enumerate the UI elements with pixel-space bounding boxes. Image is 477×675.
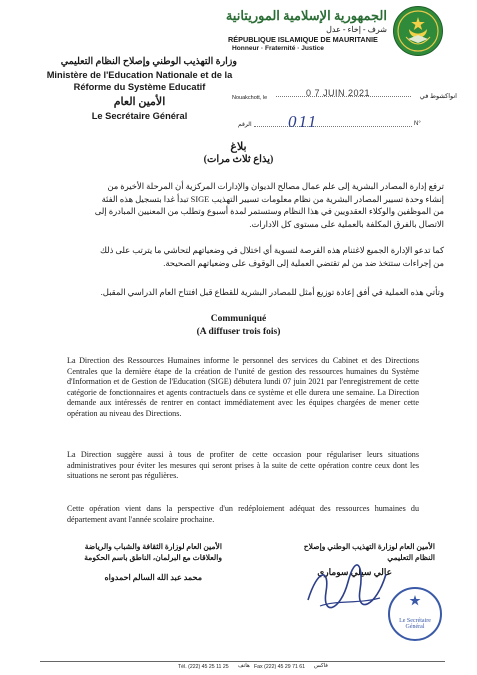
signature-left-title-line2: والعلاقات مع البرلمان، الناطق باسم الحكومة [84,553,222,562]
signature-right-title-line2: النظام التعليمي [387,553,435,562]
motto-arabic: شرف - إخاء - عدل [326,25,387,34]
signature-right-title-line1: الأمين العام لوزارة التهذيب الوطني وإصلاح [303,542,435,551]
national-emblem-icon [393,6,443,56]
handwritten-number: 011 [288,112,319,131]
secretary-general-french: Le Secrétaire Général [91,111,188,121]
arabic-p1-line3: من الموظفين والوكلاء العقدويين في هذا النظام وستستمر لمدة أسبوع وتطلب من المعنيين المبادرة إلى [94,207,444,216]
date-label-french: Nouakchott, le [232,95,268,101]
arabic-p3-line1: وتأتي هذه العملية في أفق إعادة توزيع أمثل للمصادر البشرية للقطاع قبل افتتاح العام الدراسي المقبل. [100,288,444,297]
french-paragraph-3: Cette opération vient dans la perspective d'un redéploiement adéquat des ressources humaines du département avant l'année scolaire prochaine. [67,504,419,524]
arabic-paragraph-2 [50,245,444,270]
seal-text-line2: Général [405,624,425,630]
arabic-paragraph-1 [50,181,444,231]
arabic-p1-line1: ترفع إدارة المصادر البشرية إلى علم عمال مصالح الديوان والإدارات المركزية أن المرحلة الأخيرة من [107,182,444,191]
number-label-arabic: الرقم [238,122,252,128]
number-label-french: N° [414,121,421,127]
signature-left-name: محمد عبد الله السالم احمدواه [104,573,202,582]
handwritten-signature-icon [300,560,390,620]
date-label-arabic: انواكشوط في [419,93,457,100]
date-stamp: 0 7 JUIN 2021 [306,88,371,98]
arabic-p1-line2: إنشاء وحدة تسيير المصادر البشرية من نظام معلومات تسيير التهذيب SIGE تبدأ غدا بتسجيل هذه الفئة [101,194,444,204]
french-paragraph-1: La Direction des Ressources Humaines informe le personnel des services du Cabinet et des Directions Centrales que la dernière étape de la création de l'unité de gestion des ressources humaines du Système d'Information et de Gestion de l'Education (SIGE) débutera lundi 07 juin 2021 par l'enregistrement de cette catégorie de fonctionnaires et agents contractuels dans ce système et elle durera une semaine. La Direction demande aux intéressés de rentrer en contact immédiatement avec les équipes chargées de mener cette opération au niveau des Directions. [67,356,419,418]
arabic-p1-line4: الاتصال بالفرق المكلفة بالعملية على مستوى كل الادارات. [249,219,444,229]
ministry-name-arabic: وزارة التهذيب الوطني وإصلاح النظام التعليمي [60,57,237,67]
seal-text-line1: Le Secrétaire [399,618,431,624]
signature-left-title [62,541,222,563]
communique-title-french: Communiqué [210,314,267,324]
footer-tel: Tél. (222) 45 25 11 25 [178,664,229,670]
number-line [254,126,412,127]
republic-name-arabic: الجمهورية الإسلامية الموريتانية [225,8,387,23]
signature-right-name: عالي سيلي سوماري [317,567,392,577]
signature-left-title-line1: الأمين العام لوزارة الثقافة والشباب والرياضة [84,542,222,551]
arabic-paragraph-3 [50,287,444,300]
ministry-name-french-line1: Ministère de l'Education Nationale et de la [46,70,233,80]
announcement-subtitle-arabic: (يذاع ثلاث مرات) [203,154,274,165]
ministry-name-french-line2: Réforme du Système Educatif [73,82,206,92]
official-seal-icon [388,587,442,641]
footer-fax-arabic: فاكس [314,663,328,669]
footer-fax: Fax (222) 45 29 71 61 [254,664,306,670]
arabic-p2-line2: من إجراءات ستتخذ ضد من لم تقتضي العملية إلى الوقوف على وضعياتهم الصحيحة. [163,258,444,268]
secretary-general-arabic: الأمين العام [113,96,166,108]
motto-french: Honneur · Fraternité · Justice [232,45,324,52]
footer-tel-arabic: هاتف [238,663,250,669]
footer-divider [40,661,445,662]
communique-subtitle-french: (A diffuser trois fois) [196,327,281,337]
arabic-p2-line1: كما تدعو الإدارة الجميع لاغتنام هذه الفرصة لتسوية أي اختلال في وضعياتهم لتحاشي ما يترتب على ذلك [99,246,444,255]
announcement-title-arabic: بلاغ [230,141,247,153]
republic-name-french: RÉPUBLIQUE ISLAMIQUE DE MAURITANIE [228,35,378,44]
french-paragraph-2: La Direction suggère aussi à tous de profiter de cette occasion pour régulariser leurs situations administratives pour éviter les mesures qui seront prises à la suite de cette opération contre ceux dont les situations ne seront pas régulières. [67,450,419,481]
